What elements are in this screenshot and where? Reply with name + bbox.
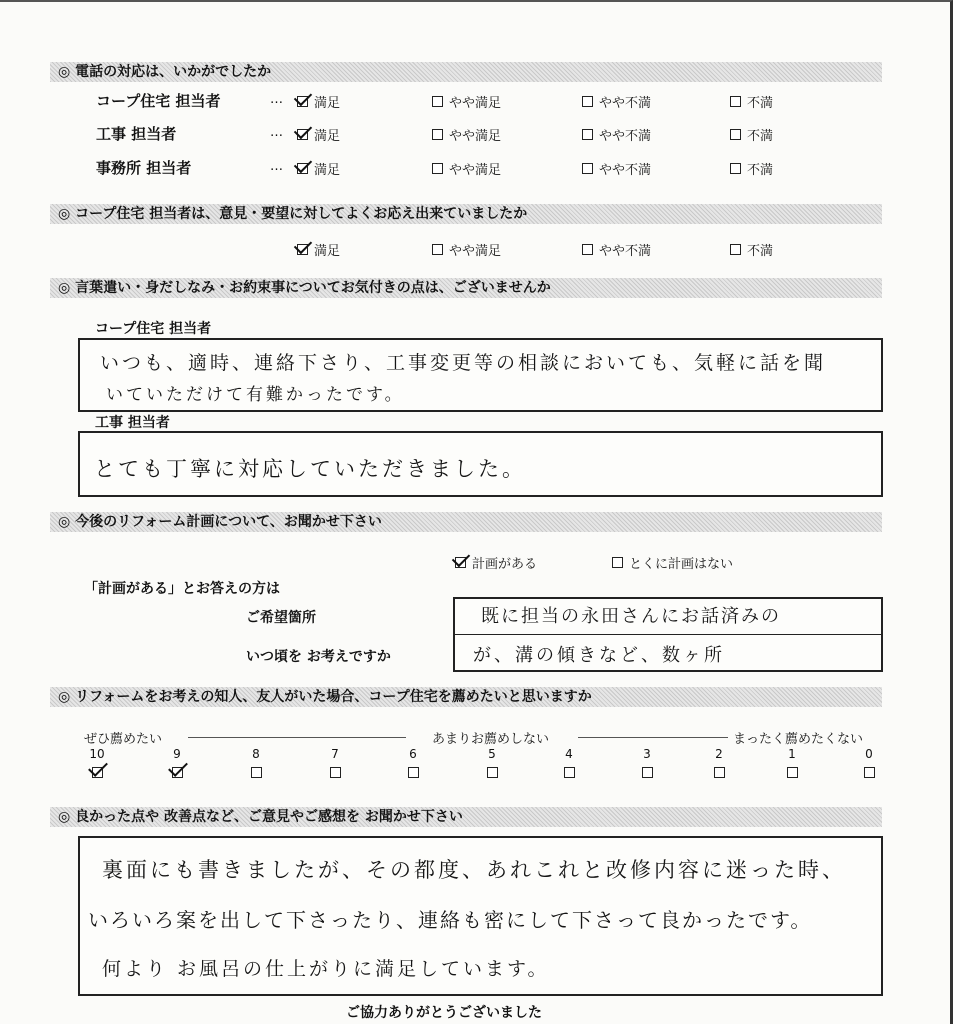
desired-place-text: 既に担当の永田さんにお話済みの — [481, 606, 781, 627]
response-option-checkbox[interactable] — [297, 244, 308, 255]
phone-option-label: 不満 — [747, 129, 774, 144]
feedback-box — [78, 836, 883, 996]
response-option-checkbox[interactable] — [730, 244, 741, 255]
scale-number: 6 — [409, 747, 417, 761]
scale-number: 10 — [89, 747, 105, 761]
scale-checkbox[interactable] — [92, 767, 103, 778]
scale-checkbox[interactable] — [864, 767, 875, 778]
phone-option-checkbox[interactable] — [297, 163, 308, 174]
footer-thanks: ご協力ありがとうございました — [346, 1005, 542, 1021]
response-option[interactable] — [432, 240, 501, 259]
coop-staff-comment-line2: いていただけて有難かったです。 — [106, 385, 405, 405]
coop-staff-comment-line1: いつも、適時、連絡下さり、工事変更等の相談においても、気軽に話を聞 — [100, 352, 827, 374]
coop-staff-label: コープ住宅 担当者 — [95, 321, 212, 337]
construction-staff-comment-box — [78, 431, 883, 497]
plan-yes-option[interactable]: 計画がある — [455, 553, 537, 572]
phone-option-checkbox[interactable] — [730, 129, 741, 140]
phone-option-checkbox[interactable] — [432, 96, 443, 107]
phone-option[interactable] — [582, 125, 651, 144]
scale-number: 3 — [643, 747, 651, 761]
phone-option-label: やや不満 — [599, 129, 652, 144]
phone-option[interactable] — [582, 92, 651, 111]
plan-yes-checkbox[interactable] — [455, 557, 466, 568]
response-option[interactable] — [582, 240, 651, 259]
feedback-line1: 裏面にも書きましたが、その都度、あれこれと改修内容に迷った時、 — [102, 858, 846, 882]
phone-option[interactable] — [432, 125, 501, 144]
construction-staff-comment: とても丁寧に対応していただきました。 — [94, 457, 526, 481]
response-option-checkbox[interactable] — [582, 244, 593, 255]
phone-row-dots: … — [270, 125, 283, 140]
scale-checkbox[interactable] — [714, 767, 725, 778]
phone-option-checkbox[interactable] — [582, 129, 593, 140]
plan-subquestion-label: 「計画がある」とお答えの方は — [84, 581, 280, 597]
scale-right-label: まったく薦めたくない — [733, 732, 864, 747]
phone-option[interactable] — [297, 92, 340, 111]
section-response-title: ◎ コープ住宅 担当者は、意見・要望に対してよくお応え出来ていましたか — [50, 204, 882, 224]
scale-checkbox[interactable] — [787, 767, 798, 778]
scale-number: 7 — [331, 747, 339, 761]
phone-option-checkbox[interactable] — [730, 163, 741, 174]
scale-checkbox[interactable] — [330, 767, 341, 778]
phone-option-label: 満足 — [314, 96, 341, 111]
scale-number: 4 — [565, 747, 573, 761]
response-option-label: 不満 — [747, 244, 774, 259]
scale-number: 2 — [715, 747, 723, 761]
response-option-checkbox[interactable] — [432, 244, 443, 255]
phone-option-checkbox[interactable] — [582, 163, 593, 174]
phone-option-label: 満足 — [314, 129, 341, 144]
phone-option-checkbox[interactable] — [730, 96, 741, 107]
section-phone-title: ◎ 電話の対応は、いかがでしたか — [50, 62, 882, 82]
phone-option-label: 満足 — [314, 163, 341, 178]
phone-row-dots: … — [270, 92, 283, 107]
section-manners-title: ◎ 言葉遣い・身だしなみ・お約束事についてお気付きの点は、ございませんか — [50, 278, 882, 298]
phone-option-checkbox[interactable] — [432, 163, 443, 174]
response-option-label: 満足 — [314, 244, 341, 259]
timing-text: が、溝の傾きなど、数ヶ所 — [473, 645, 725, 666]
phone-row-label: 事務所 担当者 — [96, 159, 192, 177]
phone-option[interactable] — [297, 125, 340, 144]
phone-option[interactable] — [432, 159, 501, 178]
response-option[interactable] — [730, 240, 773, 259]
scale-checkbox[interactable] — [642, 767, 653, 778]
phone-option[interactable] — [730, 92, 773, 111]
phone-option-label: やや満足 — [449, 163, 502, 178]
phone-option-checkbox[interactable] — [297, 129, 308, 140]
response-option[interactable] — [297, 240, 340, 259]
plan-detail-box — [453, 597, 883, 672]
scale-number: 5 — [488, 747, 496, 761]
phone-option-label: やや不満 — [599, 163, 652, 178]
phone-option[interactable] — [582, 159, 651, 178]
construction-staff-label: 工事 担当者 — [95, 415, 170, 431]
scale-checkbox[interactable] — [564, 767, 575, 778]
phone-option-label: 不満 — [747, 96, 774, 111]
plan-no-option[interactable]: とくに計画はない — [612, 553, 733, 572]
phone-option[interactable] — [730, 125, 773, 144]
section-feedback-title: ◎ 良かった点や 改善点など、ご意見やご感想を お聞かせ下さい — [50, 807, 882, 827]
section-plan-title: ◎ 今後のリフォーム計画について、お聞かせ下さい — [50, 512, 882, 532]
phone-option-checkbox[interactable] — [432, 129, 443, 140]
coop-staff-comment-box — [78, 338, 883, 412]
phone-option-label: やや満足 — [449, 96, 502, 111]
timing-label: いつ頃を お考えですか — [246, 649, 391, 665]
phone-row-label: 工事 担当者 — [96, 125, 177, 143]
phone-option-label: やや満足 — [449, 129, 502, 144]
scale-line-right — [578, 737, 728, 738]
response-option-label: やや満足 — [449, 244, 502, 259]
feedback-line3: 何より お風呂の仕上がりに満足しています。 — [102, 958, 550, 980]
scale-checkbox[interactable] — [172, 767, 183, 778]
scale-number: 1 — [788, 747, 796, 761]
phone-option[interactable] — [730, 159, 773, 178]
section-recommend-title: ◎ リフォームをお考えの知人、友人がいた場合、コープ住宅を薦めたいと思いますか — [50, 687, 882, 707]
scale-number: 9 — [173, 747, 181, 761]
phone-option[interactable] — [432, 92, 501, 111]
phone-option[interactable] — [297, 159, 340, 178]
plan-no-checkbox[interactable] — [612, 557, 623, 568]
phone-option-checkbox[interactable] — [297, 96, 308, 107]
scale-left-label: ぜひ薦めたい — [84, 732, 163, 747]
scale-checkbox[interactable] — [408, 767, 419, 778]
phone-row-label: コープ住宅 担当者 — [96, 92, 221, 110]
scale-line-left — [188, 737, 406, 738]
phone-option-label: やや不満 — [599, 96, 652, 111]
phone-option-checkbox[interactable] — [582, 96, 593, 107]
feedback-line2: いろいろ案を出して下さったり、連絡も密にして下さって良かったです。 — [88, 908, 813, 932]
scale-checkbox[interactable] — [251, 767, 262, 778]
phone-option-label: 不満 — [747, 163, 774, 178]
scale-number: 0 — [865, 747, 873, 761]
desired-place-label: ご希望箇所 — [246, 610, 316, 626]
scale-checkbox[interactable] — [487, 767, 498, 778]
scale-mid-label: あまりお薦めしない — [432, 732, 550, 747]
response-option-label: やや不満 — [599, 244, 652, 259]
scale-number: 8 — [252, 747, 260, 761]
phone-row-dots: … — [270, 159, 283, 174]
plan-detail-divider — [455, 634, 881, 635]
